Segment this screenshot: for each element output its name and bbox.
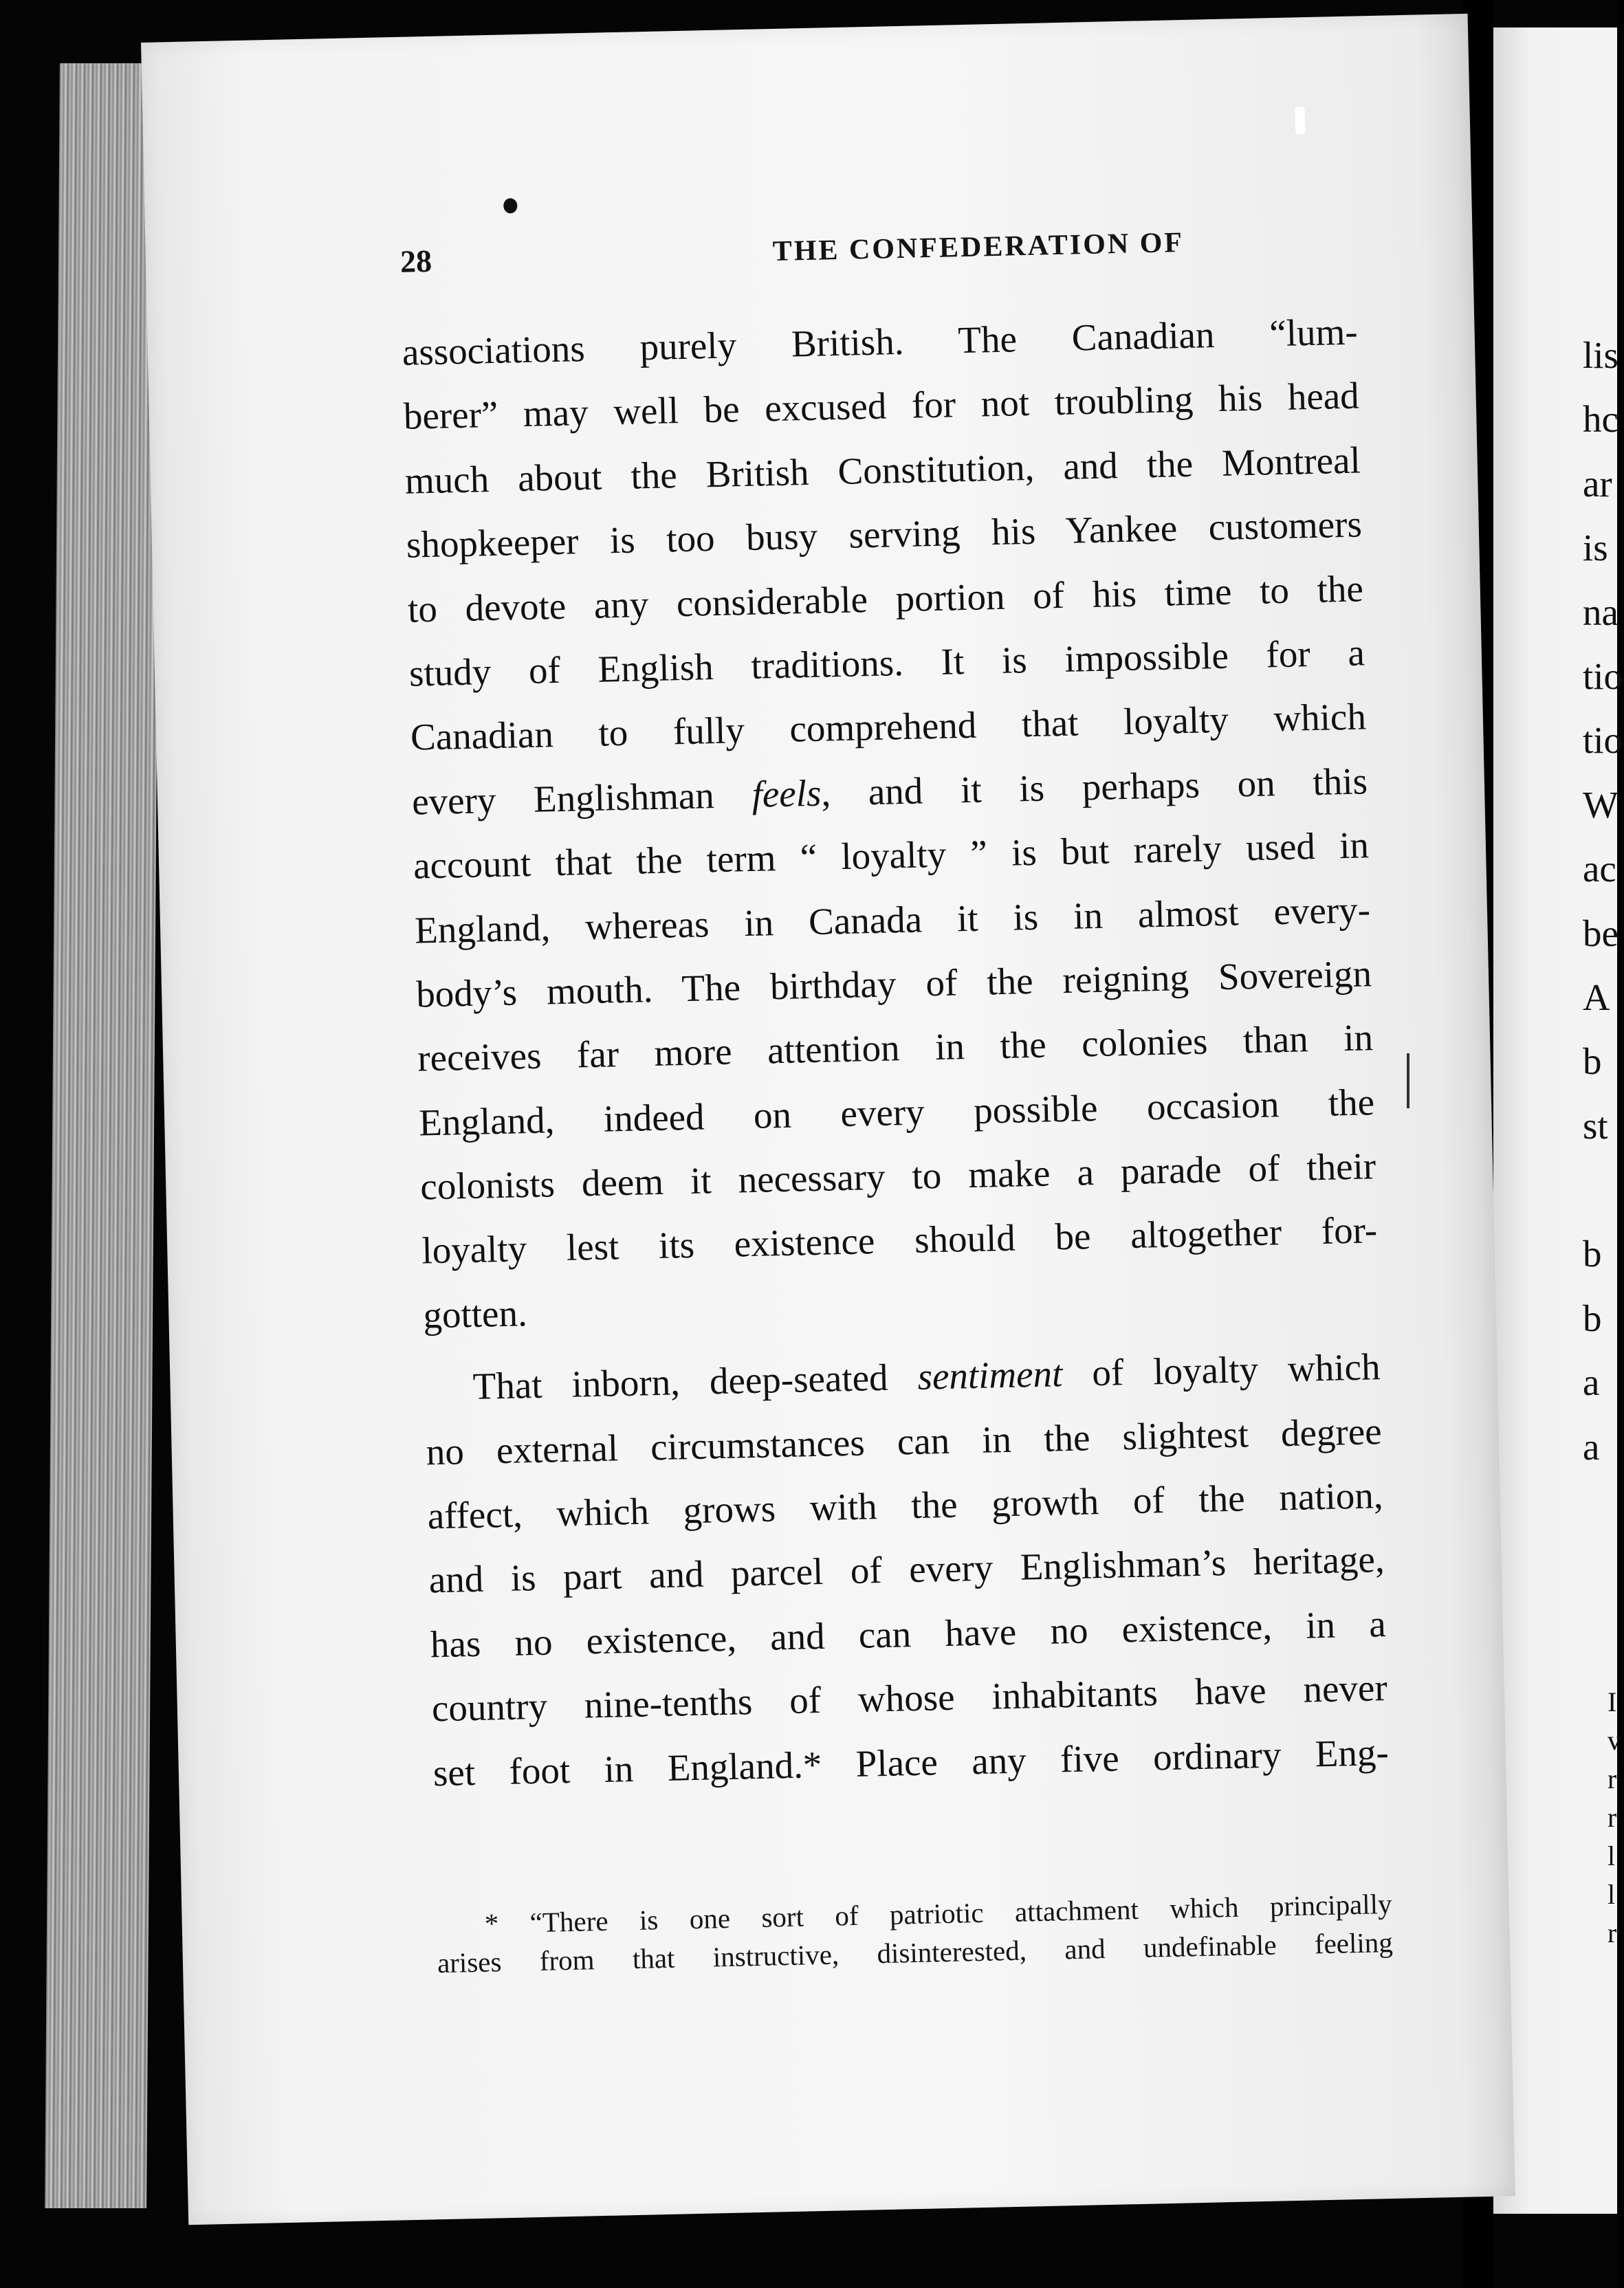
text-line: colonists deem it necessary to make a parade of their	[419, 1145, 1376, 1208]
italic-word: sentiment	[917, 1352, 1063, 1398]
text-line: berer” may well be excused for not troubling his head	[403, 374, 1360, 438]
facing-line: W	[1583, 783, 1618, 826]
text-run: , and it is perhaps on this	[820, 760, 1368, 814]
running-head: THE CONFEDERATION OF	[772, 226, 1185, 268]
facing-line: b	[1583, 1040, 1602, 1083]
text-line: shopkeeper is too busy serving his Yankee customers	[406, 503, 1363, 566]
text-line: to devote any considerable portion of his time to the	[407, 566, 1364, 630]
text-line: receives far more attention in the colonies than in	[417, 1016, 1374, 1079]
facing-fn-line: I	[1607, 1686, 1617, 1717]
text-line: gotten.	[422, 1292, 528, 1336]
facing-line: a	[1583, 1361, 1600, 1404]
facing-line: tio	[1583, 654, 1623, 697]
facing-fn-line: v	[1607, 1725, 1621, 1756]
facing-fn-line: r	[1607, 1917, 1617, 1948]
facing-line: is	[1583, 527, 1608, 569]
facing-fn-line: l	[1607, 1879, 1616, 1910]
facing-line: st	[1583, 1104, 1608, 1147]
text-line: has no existence, and can have no existence, in a	[430, 1602, 1387, 1666]
facing-line: be	[1583, 912, 1618, 954]
text-line: study of English traditions. It is impossible for a	[408, 631, 1365, 694]
text-line: England, indeed on every possible occasion the	[418, 1080, 1375, 1144]
footnote-line: arises from that instructive, disinterested, and undefinable feeling	[437, 1926, 1394, 1979]
facing-line: ar	[1583, 462, 1612, 505]
facing-page-text	[1583, 323, 1624, 1479]
margin-mark	[1407, 1053, 1409, 1108]
facing-line: tio	[1583, 719, 1623, 762]
facing-line: b	[1583, 1233, 1602, 1275]
text-line: affect, which grows with the growth of the nation,	[427, 1474, 1384, 1537]
body-text	[402, 300, 1390, 1805]
facing-line: b	[1583, 1297, 1602, 1339]
text-line: set foot in England.* Place any five ordinary Eng-	[432, 1730, 1390, 1794]
text-line: associations purely British. The Canadian “lum-	[402, 310, 1359, 373]
text-line: and is part and parcel of every Englishman’s heritage,	[428, 1538, 1385, 1601]
facing-fn-line: r	[1607, 1763, 1617, 1794]
facing-line: a	[1583, 1425, 1600, 1468]
facing-fn-line: r	[1607, 1802, 1617, 1833]
page-number: 28	[399, 243, 432, 279]
text-line: loyalty lest its existence should be altogether for-	[421, 1209, 1378, 1272]
text-line: account that the term “ loyalty ” is but rarely used in	[413, 824, 1370, 887]
book-page	[141, 14, 1515, 2225]
footnote	[436, 1884, 1393, 1982]
text-run: of loyalty which	[1062, 1345, 1381, 1395]
facing-line: A	[1583, 976, 1610, 1018]
footnote-line: * “There is one sort of patriotic attachment which principally	[484, 1887, 1392, 1939]
text-run: every Englishman	[411, 773, 753, 823]
facing-line: ac	[1583, 848, 1616, 890]
text-line: England, whereas in Canada it is in almost every-	[414, 888, 1371, 952]
text-line: Canadian to fully comprehend that loyalty which	[410, 695, 1367, 759]
facing-line: lis	[1583, 334, 1618, 376]
facing-fn-line: l	[1607, 1840, 1616, 1871]
facing-line: hc	[1583, 398, 1618, 441]
text-line: no external circumstances can in the slightest degree	[426, 1409, 1383, 1473]
facing-line: na	[1583, 591, 1618, 633]
ink-spot	[503, 198, 517, 213]
facing-line	[1583, 1158, 1624, 1222]
text-line: body’s mouth. The birthday of the reigning Sovereign	[415, 952, 1372, 1015]
italic-word: feels	[751, 771, 822, 815]
text-run: That inborn, deep-seated	[472, 1356, 919, 1408]
page-header	[399, 219, 1514, 292]
page-edges	[45, 63, 162, 2208]
scan-speck	[1295, 107, 1305, 134]
text-line: country nine-tenths of whose inhabitants have never	[431, 1666, 1388, 1730]
text-line: much about the British Constitution, and the Montreal	[404, 439, 1361, 502]
facing-page-footnote	[1607, 1683, 1621, 1952]
